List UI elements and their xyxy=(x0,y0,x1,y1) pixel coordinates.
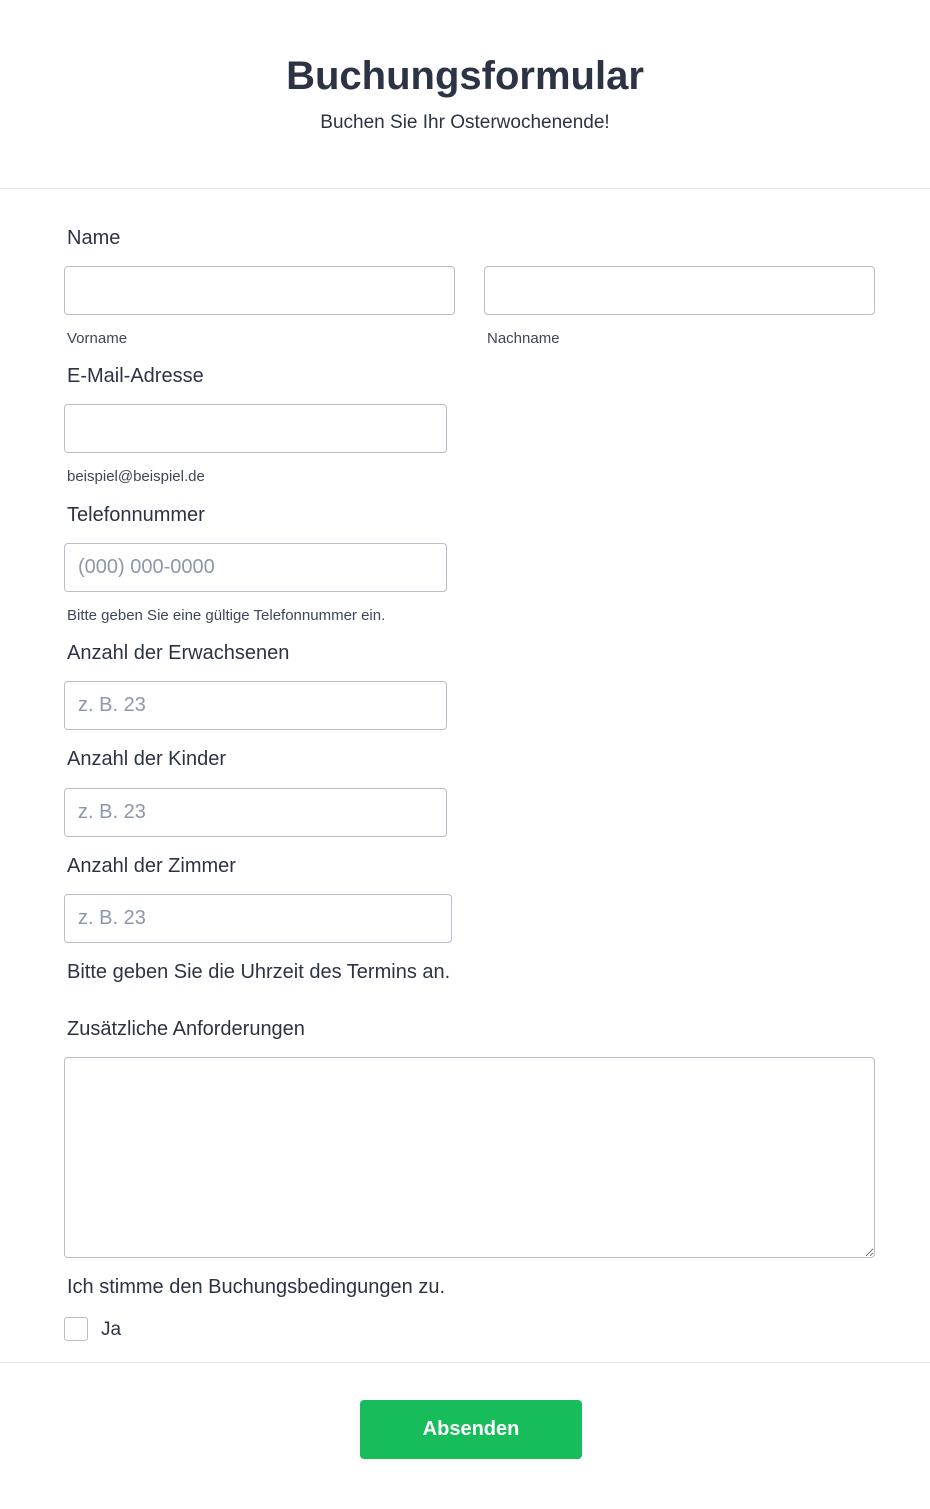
footer-divider xyxy=(0,1362,930,1363)
phone-sublabel: Bitte geben Sie eine gültige Telefonnummer ein. xyxy=(67,607,386,624)
form-subtitle: Buchen Sie Ihr Osterwochenende! xyxy=(320,112,610,133)
rooms-input[interactable] xyxy=(64,894,452,943)
requirements-textarea[interactable] xyxy=(64,1057,875,1258)
terms-label: Ich stimme den Buchungsbedingungen zu. xyxy=(67,1276,446,1298)
terms-checkbox[interactable] xyxy=(64,1317,88,1341)
adults-input[interactable] xyxy=(64,681,447,730)
requirements-label: Zusätzliche Anforderungen xyxy=(67,1018,305,1040)
children-label: Anzahl der Kinder xyxy=(67,748,226,770)
phone-label: Telefonnummer xyxy=(67,504,205,526)
children-input[interactable] xyxy=(64,788,447,837)
form-title: Buchungsformular xyxy=(286,54,644,98)
submit-button[interactable]: Absenden xyxy=(360,1400,582,1459)
email-sublabel: beispiel@beispiel.de xyxy=(67,468,205,485)
name-label: Name xyxy=(67,227,121,249)
last-name-input[interactable] xyxy=(484,266,875,315)
adults-label: Anzahl der Erwachsenen xyxy=(67,642,290,664)
first-name-input[interactable] xyxy=(64,266,455,315)
last-name-sublabel: Nachname xyxy=(487,330,560,347)
email-label: E-Mail-Adresse xyxy=(67,365,204,387)
terms-option-label[interactable]: Ja xyxy=(101,1319,122,1340)
first-name-sublabel: Vorname xyxy=(67,330,128,347)
time-note: Bitte geben Sie die Uhrzeit des Termins an. xyxy=(67,961,451,983)
email-input[interactable] xyxy=(64,404,447,453)
phone-input[interactable] xyxy=(64,543,447,592)
rooms-label: Anzahl der Zimmer xyxy=(67,855,236,877)
form-header xyxy=(0,0,930,189)
